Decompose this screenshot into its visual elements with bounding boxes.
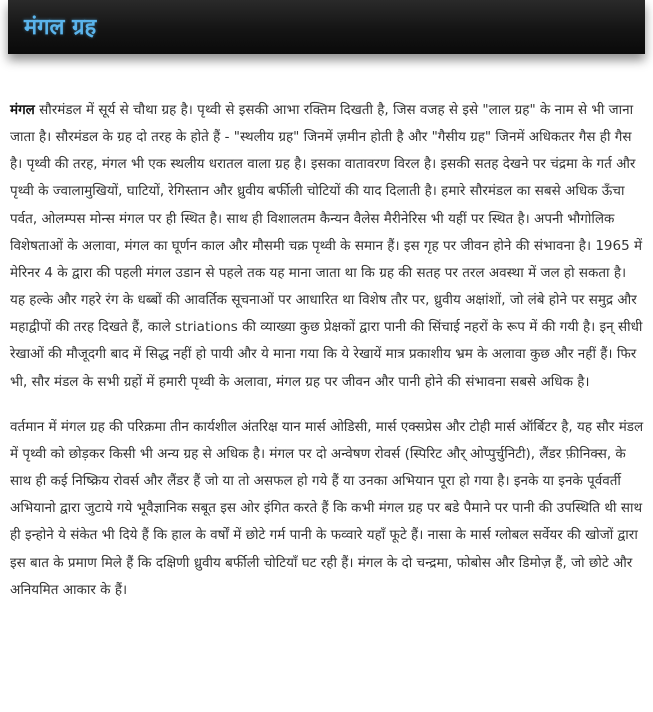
lead-word: मंगल [10, 102, 35, 118]
paragraph-1-text: सौरमंडल में सूर्य से चौथा ग्रह है। पृथ्वी से इसकी आभा रक्तिम दिखती है, जिस वजह से इसे "लाल ग्रह" के नाम से भी जाना जाता है। सौरमंडल के ग्रह दो तरह के होते हैं - "स्थलीय ग्रह" जिनमें ज़मीन होती है और "गैसीय ग्रह" जिनमें अधिकतर गैस ही गैस है। पृथ्वी की तरह, मंगल भी एक स्थलीय धरातल वाला ग्रह है। इसका वातावरण विरल है। इसकी सतह देखने पर चंद्रमा के गर्त और पृथ्वी के ज्वालामुखियों, घाटियों, रेगिस्तान और ध्रुवीय बर्फीली चोटियों की याद दिलाती है। हमारे सौरमंडल का सबसे अधिक ऊँचा पर्वत, ओलम्पस मोन्स मंगल पर ही स्थित है। साथ ही विशालतम कैन्यन वैलेस मैरीनेरिस भी यहीं पर स्थित है। अपनी भौगोलिक विशेषताओं के अलावा, मंगल का घूर्णन काल और मौसमी चक्र पृथ्वी के समान हैं। इस गृह पर जीवन होने की संभावना है। 1965 में मेरिनर 4 के द्वारा की पहली मंगल उडान से पहले तक यह माना जाता था कि ग्रह की सतह पर तरल अवस्था में जल हो सकता है। यह हल्के और गहरे रंग के धब्बों की आवर्तिक सूचनाओं पर आधारित था विशेष तौर पर, ध्रुवीय अक्षांशों, जो लंबे होने पर समुद्र और महाद्वीपों की तरह दिखते हैं, काले striations की व्याख्या कुछ प्रेक्षकों द्वारा पानी की सिंचाई नहरों के रूप में की गयी है। इन् सीधी रेखाओं की मौजूदगी बाद में सिद्ध नहीं हो पायी और ये माना गया कि ये रेखायें मात्र प्रकाशीय भ्रम के अलावा कुछ और नहीं हैं। फिर भी, सौर मंडल के सभी ग्रहों में हमारी पृथ्वी के अलावा, मंगल ग्रह पर जीवन और पानी होने की संभावना सबसे अधिक है। [10, 102, 643, 390]
paragraph-2: वर्तमान में मंगल ग्रह की परिक्रमा तीन कार्यशील अंतरिक्ष यान मार्स ओडिसी, मार्स एक्सप्रेस और टोही मार्स ऑर्बिटर है, यह सौर मंडल में पृथ्वी को छोड़कर किसी भी अन्य ग्रह से अधिक है। मंगल पर दो अन्वेषण रोवर्स (स्पिरिट और् ओप्पुर्चुनिटी), लैंडर फ़ीनिक्स, के साथ ही कई निष्क्रिय रोवर्स और लैंडर हैं जो या तो असफल हो गये हैं या उनका अभियान पूरा हो गया है। इनके या इनके पूर्ववर्ती अभियानो द्वारा जुटाये गये भूवैज्ञानिक सबूत इस ओर इंगित करते हैं कि कभी मंगल ग्रह पर बडे पैमाने पर पानी की उपस्थिति थी साथ ही इन्होने ये संकेत भी दिये हैं कि हाल के वर्षों में छोटे गर्म पानी के फव्वारे यहाँ फूटे हैं। नासा के मार्स ग्लोबल सर्वेयर की खोजों द्वारा इस बात के प्रमाण मिले हैं कि दक्षिणी ध्रुवीय बर्फीली चोटियाँ घट रही हैं। मंगल के दो चन्द्रमा, फोबोस और डिमोज़ हैं, जो छोटे और अनियमित आकार के हैं। [10, 418, 644, 598]
title-bar [8, 0, 645, 54]
page-title: मंगल ग्रह [24, 15, 97, 40]
article-body [10, 97, 644, 604]
paragraph-1 [10, 97, 644, 396]
